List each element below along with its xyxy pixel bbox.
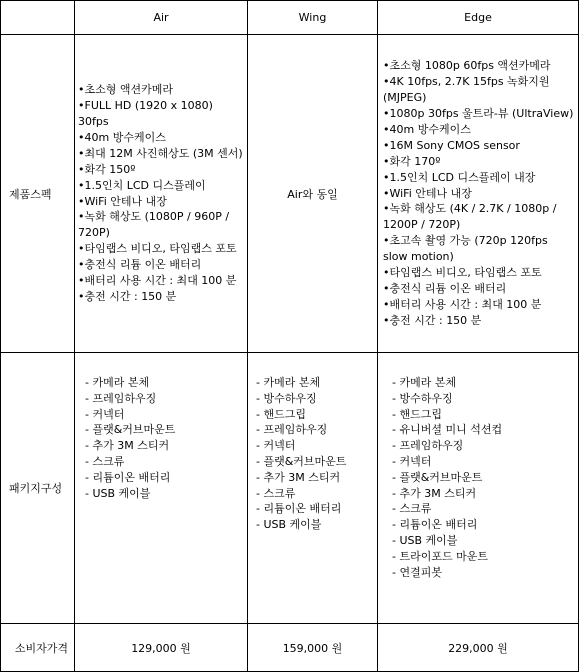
edge-package-item: - 커넥터 bbox=[392, 454, 432, 468]
air-package-cell bbox=[75, 353, 248, 624]
edge-spec-item: •초고속 촬영 가능 (720p 120fps slow motion) bbox=[383, 234, 548, 264]
edge-spec-item: •40m 방수케이스 bbox=[383, 122, 471, 136]
air-package-item: - 스크류 bbox=[85, 454, 125, 468]
edge-package-item: - 핸드그립 bbox=[392, 407, 442, 421]
air-package-list bbox=[85, 375, 247, 501]
wing-price: 159,000 원 bbox=[248, 624, 378, 672]
edge-package-item: - 유니버셜 미니 석션컵 bbox=[392, 423, 503, 437]
edge-spec-item: •타임랩스 비디오, 타임랩스 포토 bbox=[383, 266, 542, 280]
wing-package-item: - 플랫&커브마운트 bbox=[256, 454, 347, 468]
edge-package-item: - 추가 3M 스티커 bbox=[392, 486, 477, 500]
edge-spec-list bbox=[383, 58, 578, 328]
air-spec-item: •40m 방수케이스 bbox=[78, 130, 166, 144]
air-spec-item: •최대 12M 사진해상도 (3M 센서) bbox=[78, 146, 243, 160]
air-package-item: - 프레임하우징 bbox=[85, 391, 157, 405]
header-wing: Wing bbox=[248, 1, 378, 35]
wing-package-item: - 리튬이온 배터리 bbox=[256, 502, 342, 516]
air-spec-item: •충전식 리튬 이온 배터리 bbox=[78, 258, 202, 272]
air-spec-item: •FULL HD (1920 x 1080) 30fps bbox=[78, 99, 213, 128]
edge-package-item: - 리튬이온 배터리 bbox=[392, 518, 478, 532]
wing-package-list bbox=[256, 375, 377, 533]
edge-package-item: - 트라이포드 마운트 bbox=[392, 549, 488, 563]
edge-spec-cell bbox=[378, 35, 579, 353]
air-spec-item: •1.5인치 LCD 디스플레이 bbox=[78, 178, 206, 192]
wing-package-item: - 방수하우징 bbox=[256, 391, 317, 405]
price-row bbox=[1, 624, 579, 672]
air-spec-item: •배터리 사용 시간 : 최대 100 분 bbox=[78, 274, 237, 288]
edge-spec-item: •WiFi 안테나 내장 bbox=[383, 186, 472, 200]
air-spec-cell bbox=[75, 35, 248, 353]
edge-spec-item: •녹화 해상도 (4K / 2.7K / 1080p / 1200P / 720P) bbox=[383, 202, 557, 232]
header-corner-cell bbox=[1, 1, 75, 35]
air-spec-item: •충전 시간 : 150 분 bbox=[78, 289, 177, 303]
air-package-item: - 커넥터 bbox=[85, 407, 125, 421]
wing-package-cell bbox=[248, 353, 378, 624]
edge-package-item: - 프레임하우징 bbox=[392, 439, 464, 453]
edge-package-item: - 플랫&커브마운트 bbox=[392, 470, 483, 484]
air-package-item: - USB 케이블 bbox=[85, 486, 151, 500]
edge-package-list bbox=[392, 375, 578, 580]
edge-package-item: - 카메라 본체 bbox=[392, 376, 457, 389]
air-price: 129,000 원 bbox=[75, 624, 248, 672]
air-package-item: - 추가 3M 스티커 bbox=[85, 439, 170, 453]
wing-package-item: - 카메라 본체 bbox=[256, 376, 321, 389]
edge-spec-item: •화각 170º bbox=[383, 154, 441, 168]
edge-package-item: - 스크류 bbox=[392, 502, 432, 516]
air-spec-item: •녹화 해상도 (1080P / 960P / 720P) bbox=[78, 210, 230, 240]
edge-spec-item: •1.5인치 LCD 디스플레이 내장 bbox=[383, 170, 536, 184]
header-row bbox=[1, 1, 579, 35]
wing-package-item: - 프레임하우징 bbox=[256, 423, 328, 437]
price-row-label: 소비자가격 bbox=[1, 624, 75, 672]
air-spec-item: •화각 150º bbox=[78, 162, 136, 176]
edge-spec-item: •1080p 30fps 울트라-뷰 (UltraView) bbox=[383, 107, 574, 121]
edge-package-item: - 연결피봇 bbox=[392, 565, 442, 579]
air-package-item: - 카메라 본체 bbox=[85, 376, 150, 389]
air-package-item: - 리튬이온 배터리 bbox=[85, 470, 171, 484]
wing-package-item: - 추가 3M 스티커 bbox=[256, 470, 341, 484]
edge-spec-item: •충전식 리튬 이온 배터리 bbox=[383, 281, 507, 295]
edge-price: 229,000 원 bbox=[378, 624, 579, 672]
edge-spec-item: •4K 10fps, 2.7K 15fps 녹화지원 (MJPEG) bbox=[383, 75, 550, 105]
edge-spec-item: •초소형 1080p 60fps 액션카메라 bbox=[383, 59, 551, 73]
edge-package-cell bbox=[378, 353, 579, 624]
air-spec-item: •타임랩스 비디오, 타임랩스 포토 bbox=[78, 242, 237, 256]
spec-row-label: 제품스펙 bbox=[1, 35, 75, 353]
edge-spec-item: •16M Sony CMOS sensor bbox=[383, 138, 520, 152]
edge-package-item: - USB 케이블 bbox=[392, 533, 458, 547]
package-row bbox=[1, 353, 579, 624]
edge-package-item: - 방수하우징 bbox=[392, 391, 453, 405]
wing-package-item: - 커넥터 bbox=[256, 439, 296, 453]
header-air: Air bbox=[75, 1, 248, 35]
wing-package-item: - 핸드그립 bbox=[256, 407, 306, 421]
wing-spec-cell: Air와 동일 bbox=[248, 35, 378, 353]
air-spec-item: •WiFi 안테나 내장 bbox=[78, 194, 167, 208]
package-row-label: 패키지구성 bbox=[1, 353, 75, 624]
air-spec-list bbox=[78, 82, 247, 305]
wing-package-item: - USB 케이블 bbox=[256, 518, 322, 532]
edge-spec-item: •충전 시간 : 150 분 bbox=[383, 313, 482, 327]
edge-spec-item: •배터리 사용 시간 : 최대 100 분 bbox=[383, 297, 542, 311]
air-spec-item: •초소형 액션카메라 bbox=[78, 83, 173, 97]
spec-row bbox=[1, 35, 579, 353]
wing-package-item: - 스크류 bbox=[256, 486, 296, 500]
air-package-item: - 플랫&커브마운트 bbox=[85, 423, 176, 437]
header-edge: Edge bbox=[378, 1, 579, 35]
